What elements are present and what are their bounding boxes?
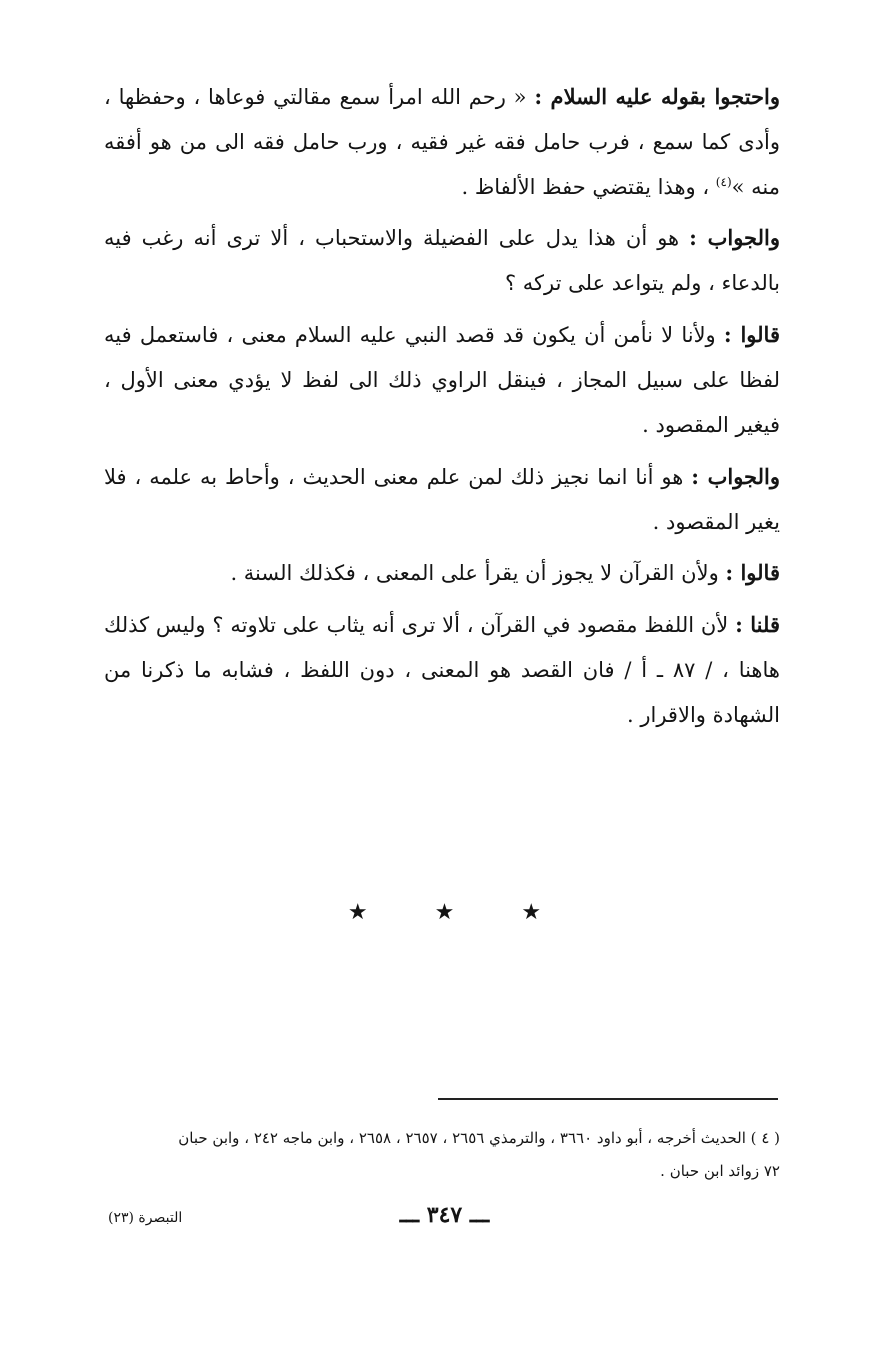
page-number: ـــ ٣٤٧ ـــ (399, 1202, 490, 1228)
paragraph-5-text: ولأن القرآن لا يجوز أن يقرأ على المعنى ، فكذلك السنة . (230, 561, 726, 585)
running-footer: التبصرة (٢٣) (108, 1210, 183, 1226)
paragraph-2-text: هو أن هذا يدل على الفضيلة والاستحباب ، ألا ترى أنه رغب فيه بالدعاء ، ولم يتواعد على تركه ؟ (104, 226, 780, 295)
paragraph-2-lead: والجواب : (689, 225, 780, 250)
paragraph-2 (104, 215, 780, 306)
footnote-line-2: ٧٢ زوائد ابن حبان . (660, 1162, 780, 1180)
paragraph-3-text: ولأنا لا نأمن أن يكون قد قصد النبي عليه السلام معنى ، فاستعمل فيه لفظا على سبيل المجاز ، فينقل الراوي ذلك الى لفظ لا يؤدي معنى الأول ، فيغير المقصود . (104, 323, 780, 437)
paragraph-4 (104, 454, 780, 545)
footnote (98, 1122, 780, 1188)
footnote-line-1: ( ٤ ) الحديث أخرجه ، أبو داود ٣٦٦٠ ، والترمذي ٢٦٥٦ ، ٢٦٥٧ ، ٢٦٥٨ ، وابن ماجه ٢٤٢ ، وابن حبان (178, 1129, 780, 1147)
paragraph-1-lead: واحتجوا بقوله عليه السلام : (534, 84, 780, 109)
paragraph-5 (104, 550, 780, 596)
paragraph-1-tail: ، وهذا يقتضي حفظ الألفاظ . (461, 175, 716, 199)
paragraph-6-lead: قلنا : (735, 612, 781, 637)
paragraph-3-lead: قالوا : (723, 322, 780, 347)
paragraph-1 (104, 74, 780, 210)
paragraph-3 (104, 312, 780, 448)
paragraph-5-lead: قالوا : (725, 560, 780, 585)
paragraph-4-text: هو أنا انما نجيز ذلك لمن علم معنى الحديث ، وأحاط به علمه ، فلا يغير المقصود . (104, 465, 780, 534)
section-separator: ★ ★ ★ (347, 900, 572, 925)
paragraph-6-text: لأن اللفظ مقصود في القرآن ، ألا ترى أنه يثاب على تلاوته ؟ وليس كذلك هاهنا ، / ٨٧ ـ أ / فان القصد هو المعنى ، دون اللفظ ، فشابه ما ذكرنا من الشهادة والاقرار . (104, 613, 780, 727)
paragraph-1-text: « رحم الله امرأ سمع مقالتي فوعاها ، وحفظها ، وأدى كما سمع ، فرب حامل فقه غير فقيه ، ورب حامل فقه الى من هو أفقه منه » (104, 85, 780, 199)
footnote-rule (438, 1098, 778, 1100)
paragraph-6 (104, 602, 780, 738)
paragraph-4-lead: والجواب : (691, 464, 780, 489)
footnote-ref: (٤) (715, 175, 732, 189)
